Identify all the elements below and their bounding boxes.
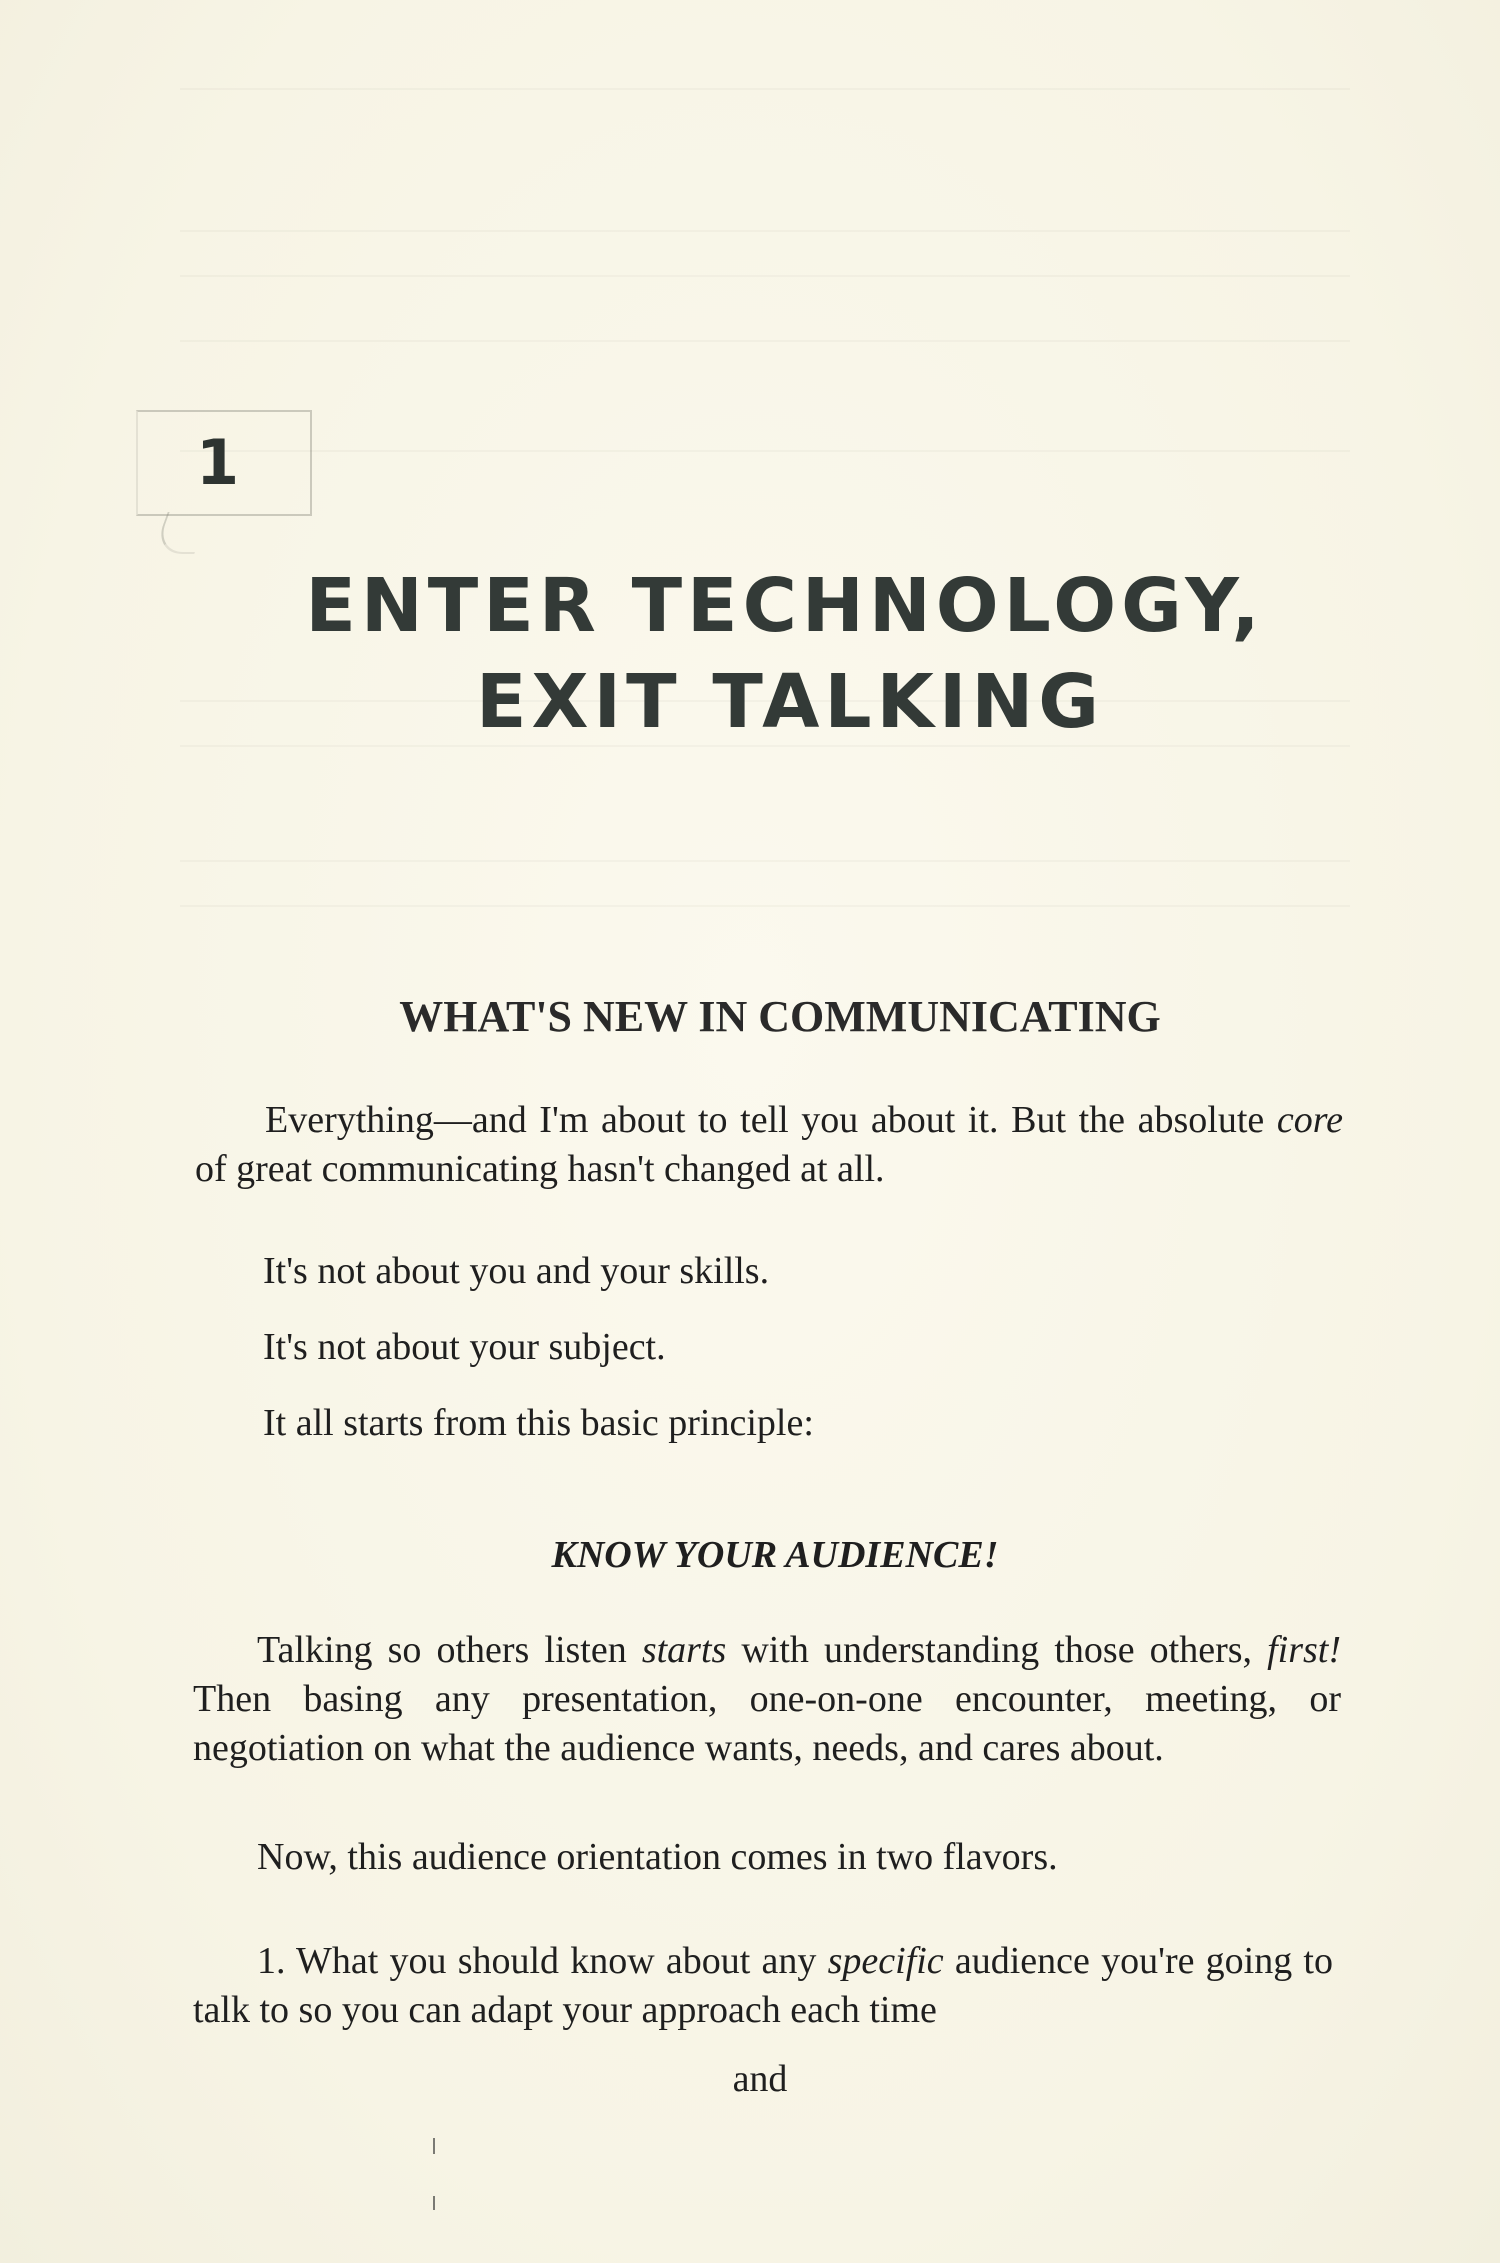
bleed-through-line: [180, 905, 1350, 907]
item1-text-2: audience you're going to talk to so you can adapt your approach each time: [193, 1940, 1333, 2031]
orientation-sentence: Now, this audience orientation comes in two flavors.: [257, 1836, 1058, 1878]
chapter-title-line-2: EXIT TALKING: [475, 659, 1105, 745]
chapter-title-line-1: ENTER TECHNOLOGY,: [305, 563, 1265, 649]
intro-emphasis: core: [1276, 1099, 1343, 1141]
bleed-through-line: [180, 230, 1350, 232]
listen-paragraph: [193, 1626, 1341, 1773]
listen-emphasis-1: starts: [641, 1629, 727, 1671]
bleed-through-line: [180, 860, 1350, 862]
bleed-through-line: [180, 88, 1350, 90]
item1-text-1: 1. What you should know about any: [257, 1940, 828, 1982]
statement-3: It all starts from this basic principle:: [263, 1402, 814, 1444]
intro-text-2: of great communicating hasn't changed at all.: [195, 1148, 885, 1190]
statement-2: It's not about your subject.: [263, 1326, 666, 1368]
statement-1: It's not about you and your skills.: [263, 1250, 770, 1292]
intro-paragraph: [195, 1096, 1343, 1194]
numbered-item-1: [193, 1937, 1333, 2035]
bleed-through-line: [180, 450, 1350, 452]
item1-emphasis: specific: [827, 1940, 944, 1982]
listen-text-2: with understanding those others,: [726, 1629, 1268, 1671]
listen-text-3: Then basing any presentation, one-on-one encounter, meeting, or negotiation on what the audience wants, needs, and cares about.: [193, 1678, 1341, 1769]
scan-mark: [433, 2196, 435, 2210]
listen-text-1: Talking so others listen: [257, 1629, 642, 1671]
chapter-number: 1: [196, 426, 240, 499]
scan-mark: [433, 2138, 435, 2154]
listen-emphasis-2: first!: [1267, 1629, 1341, 1671]
intro-text-1: Everything—and I'm about to tell you about it. But the absolute: [265, 1099, 1277, 1141]
chapter-box-tail: [152, 512, 209, 554]
principle-callout: KNOW YOUR AUDIENCE!: [551, 1534, 999, 1576]
section-heading: WHAT'S NEW IN COMMUNICATING: [399, 992, 1161, 1041]
connector-word: and: [732, 2058, 788, 2100]
bleed-through-line: [180, 340, 1350, 342]
chapter-title: [0, 558, 1500, 750]
bleed-through-line: [180, 275, 1350, 277]
